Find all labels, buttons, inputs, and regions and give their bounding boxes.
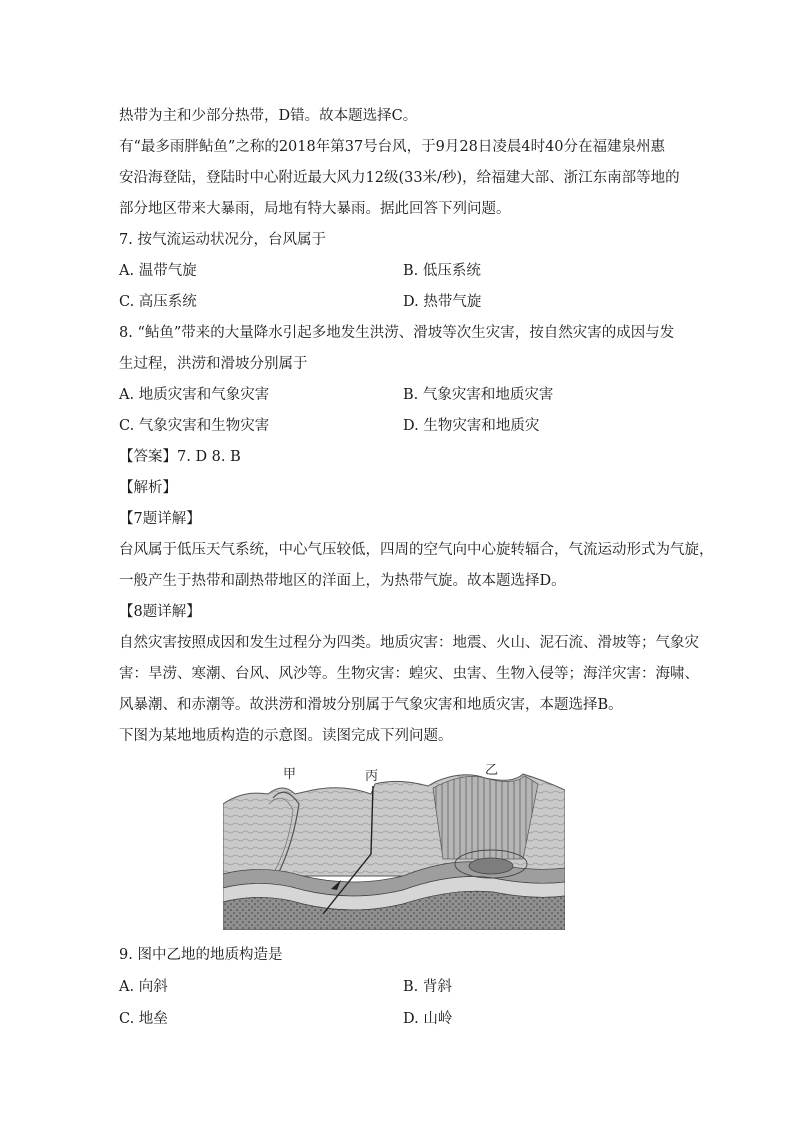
- q8-stem-line-2: 生过程，洪涝和滑坡分别属于: [119, 356, 308, 372]
- q8-option-d: D. 生物灾害和地质灾: [403, 418, 540, 434]
- q7-stem: 7. 按气流运动状况分，台风属于: [119, 232, 326, 248]
- q7-option-c: C. 高压系统: [119, 294, 197, 310]
- q8-option-a: A. 地质灾害和气象灾害: [119, 387, 270, 403]
- q9-option-d: D. 山岭: [403, 1011, 453, 1027]
- q9-stem: 9. 图中乙地的地质构造是: [119, 947, 283, 963]
- geologic-structure-diagram: [223, 764, 565, 930]
- label-jia: 甲: [283, 767, 297, 782]
- q8-option-c: C. 气象灾害和生物灾害: [119, 418, 270, 434]
- q8-option-b: B. 气象灾害和地质灾害: [403, 387, 554, 403]
- q7-detail-line-2: 一般产生于热带和副热带地区的洋面上，为热带气旋。故本题选择D。: [119, 573, 566, 589]
- label-yi: 乙: [485, 764, 499, 778]
- q8-detail-line-2: 害：旱涝、寒潮、台风、风沙等。生物灾害：蝗灾、虫害、生物入侵等；海洋灾害：海啸、: [119, 666, 699, 682]
- q8-stem-line-1: 8. “鲇鱼”带来的大量降水引起多地发生洪涝、滑坡等次生灾害，按自然灾害的成因与发: [119, 325, 675, 341]
- typhoon-passage-line-2: 安沿海登陆，登陆时中心附近最大风力12级(33米/秒)，给福建大部、浙江东南部等地的: [119, 170, 680, 186]
- answer-line: 【答案】7. D 8. B: [119, 449, 241, 465]
- q9-option-b: B. 背斜: [403, 979, 452, 995]
- q7-detail-title: 【7题详解】: [119, 511, 201, 527]
- typhoon-passage-line-1: 有“最多雨胖鲇鱼”之称的2018年第37号台风，于9月28日凌晨4时40分在福建泉州惠: [119, 139, 666, 155]
- q7-option-d: D. 热带气旋: [403, 294, 482, 310]
- q7-option-a: A. 温带气旋: [119, 263, 197, 279]
- intro-tail: 热带为主和少部分热带，D错。故本题选择C。: [119, 108, 418, 124]
- q9-option-c: C. 地垒: [119, 1011, 168, 1027]
- figure-intro: 下图为某地地质构造的示意图。读图完成下列问题。: [119, 728, 453, 744]
- q8-detail-line-3: 风暴潮、和赤潮等。故洪涝和滑坡分别属于气象灾害和地质灾害，本题选择B。: [119, 697, 623, 713]
- anticline-ridges: [433, 776, 538, 859]
- analysis-title: 【解析】: [119, 480, 177, 496]
- q8-detail-title: 【8题详解】: [119, 604, 201, 620]
- label-bing: 丙: [365, 769, 379, 784]
- q9-option-a: A. 向斜: [119, 979, 168, 995]
- q8-detail-line-1: 自然灾害按照成因和发生过程分为四类。地质灾害：地震、火山、泥石流、滑坡等；气象灾: [119, 635, 699, 651]
- q7-option-b: B. 低压系统: [403, 263, 481, 279]
- typhoon-passage-line-3: 部分地区带来大暴雨，局地有特大暴雨。据此回答下列问题。: [119, 201, 511, 217]
- q7-detail-line-1: 台风属于低压天气系统，中心气压较低，四周的空气向中心旋转辐合，气流运动形式为气旋，: [119, 542, 714, 558]
